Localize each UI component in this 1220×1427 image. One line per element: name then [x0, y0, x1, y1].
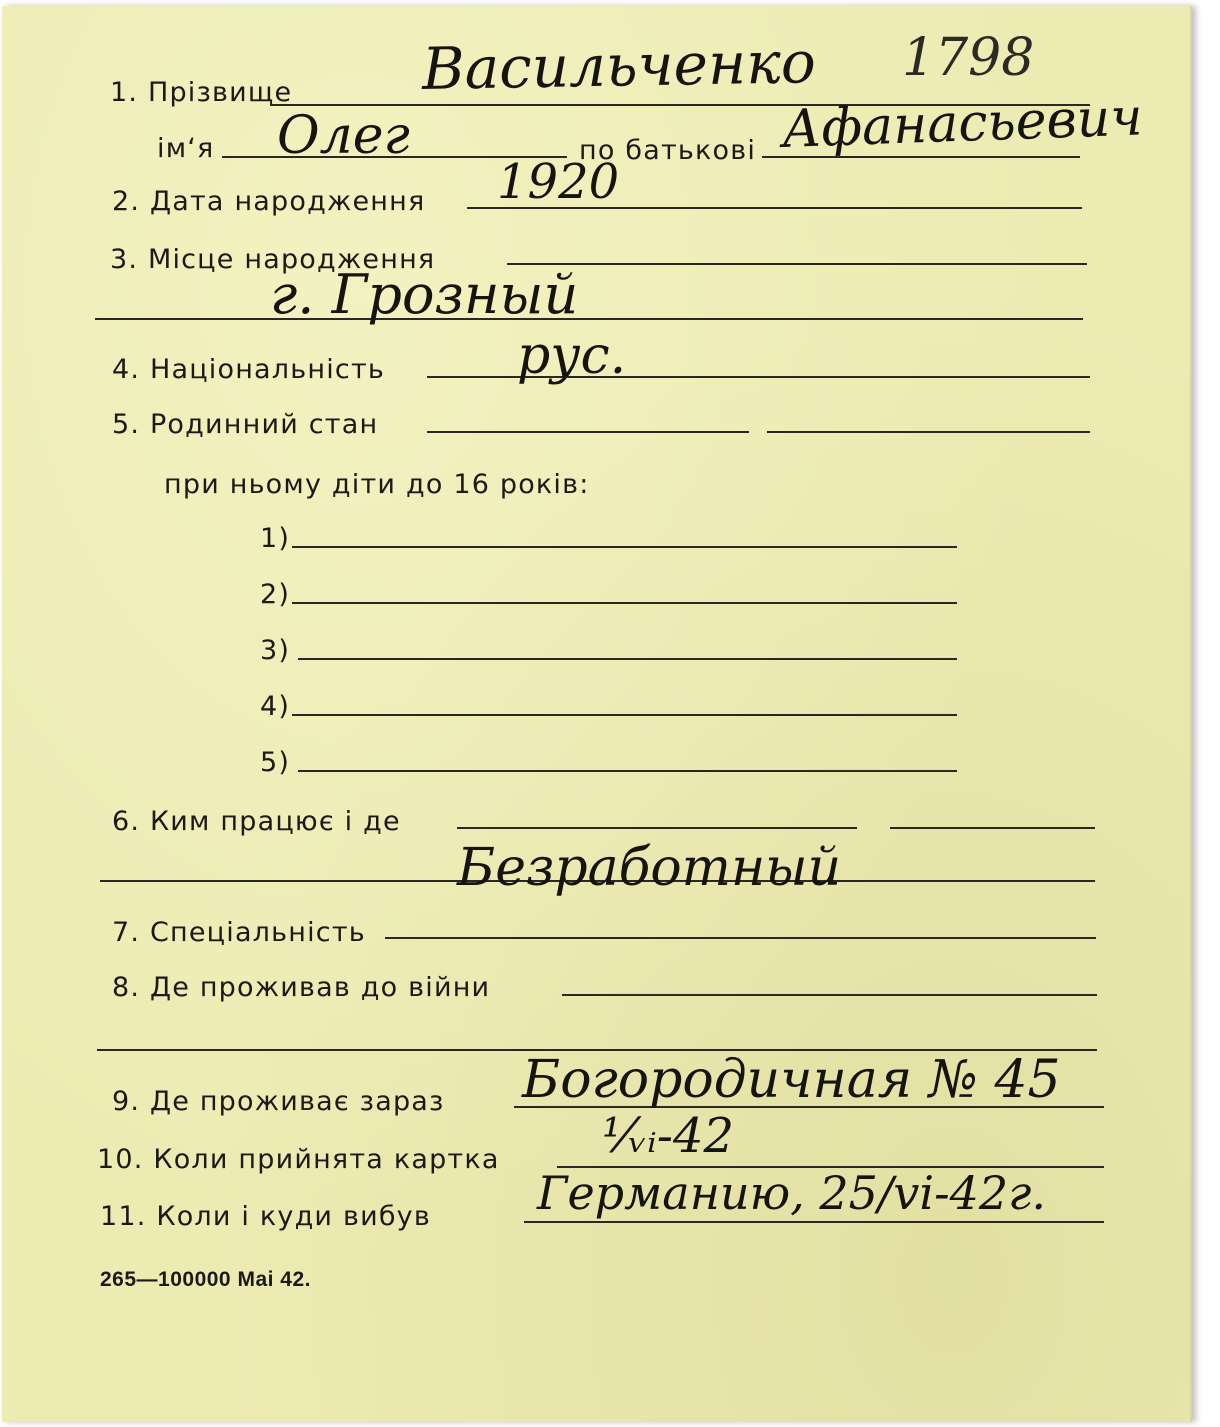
record-number-handwritten: 1798 — [902, 28, 1035, 88]
name-label: ім‘я — [157, 133, 215, 164]
surname-label: 1. Прізвище — [110, 77, 293, 108]
marital-status-line-2 — [767, 431, 1090, 433]
child-4-line — [292, 714, 957, 716]
child-3-label: 3) — [260, 635, 291, 666]
child-5-label: 5) — [260, 747, 291, 778]
specialty-line — [385, 937, 1096, 939]
child-1-label: 1) — [260, 523, 291, 554]
birth-place-line — [507, 263, 1087, 265]
child-2-line — [292, 602, 957, 604]
nationality-label: 4. Національність — [112, 354, 385, 385]
prewar-residence-label: 8. Де проживав до війни — [112, 972, 491, 1003]
birth-place-line-2 — [95, 318, 1083, 320]
birth-place-label: 3. Місце народження — [110, 244, 436, 275]
birth-date-label: 2. Дата народження — [112, 186, 426, 217]
nationality-handwritten: рус. — [517, 326, 627, 386]
patronymic-handwritten: Афанасьевич — [780, 87, 1144, 160]
children-label: при ньому діти до 16 років: — [164, 469, 590, 500]
child-1-line — [292, 546, 957, 548]
child-3-line — [298, 658, 957, 660]
departed-label: 11. Коли і куди вибув — [100, 1201, 431, 1232]
child-5-line — [298, 770, 957, 772]
departed-handwritten: Германию, 25/vi-42г. — [537, 1166, 1047, 1220]
marital-status-line-1 — [427, 431, 749, 433]
occupation-line-1 — [457, 827, 857, 829]
prewar-residence-line — [562, 994, 1097, 996]
departed-line — [524, 1221, 1104, 1223]
child-4-label: 4) — [260, 691, 291, 722]
patronymic-label: по батькові — [579, 135, 757, 166]
marital-status-label: 5. Родинний стан — [112, 409, 379, 440]
birth-place-handwritten: г. Грозный — [270, 263, 579, 326]
name-handwritten: Олег — [277, 106, 410, 166]
registration-card — [2, 6, 1192, 1422]
occupation-label: 6. Ким працює і де — [112, 806, 401, 837]
current-residence-handwritten: Богородичная № 45 — [522, 1050, 1061, 1110]
birth-year-handwritten: 1920 — [497, 154, 620, 210]
child-2-label: 2) — [260, 579, 291, 610]
print-code: 265—100000 Mai 42. — [100, 1268, 311, 1291]
occupation-handwritten: Безработный — [457, 838, 842, 898]
specialty-label: 7. Спеціальність — [112, 917, 366, 948]
card-accepted-label: 10. Коли прийнята картка — [97, 1144, 500, 1175]
current-residence-label: 9. Де проживає зараз — [112, 1086, 445, 1117]
surname-handwritten: Васильченко — [421, 28, 817, 103]
occupation-line-2 — [890, 827, 1095, 829]
card-accepted-handwritten: ¹⁄ᵥᵢ-42 — [602, 1108, 735, 1164]
